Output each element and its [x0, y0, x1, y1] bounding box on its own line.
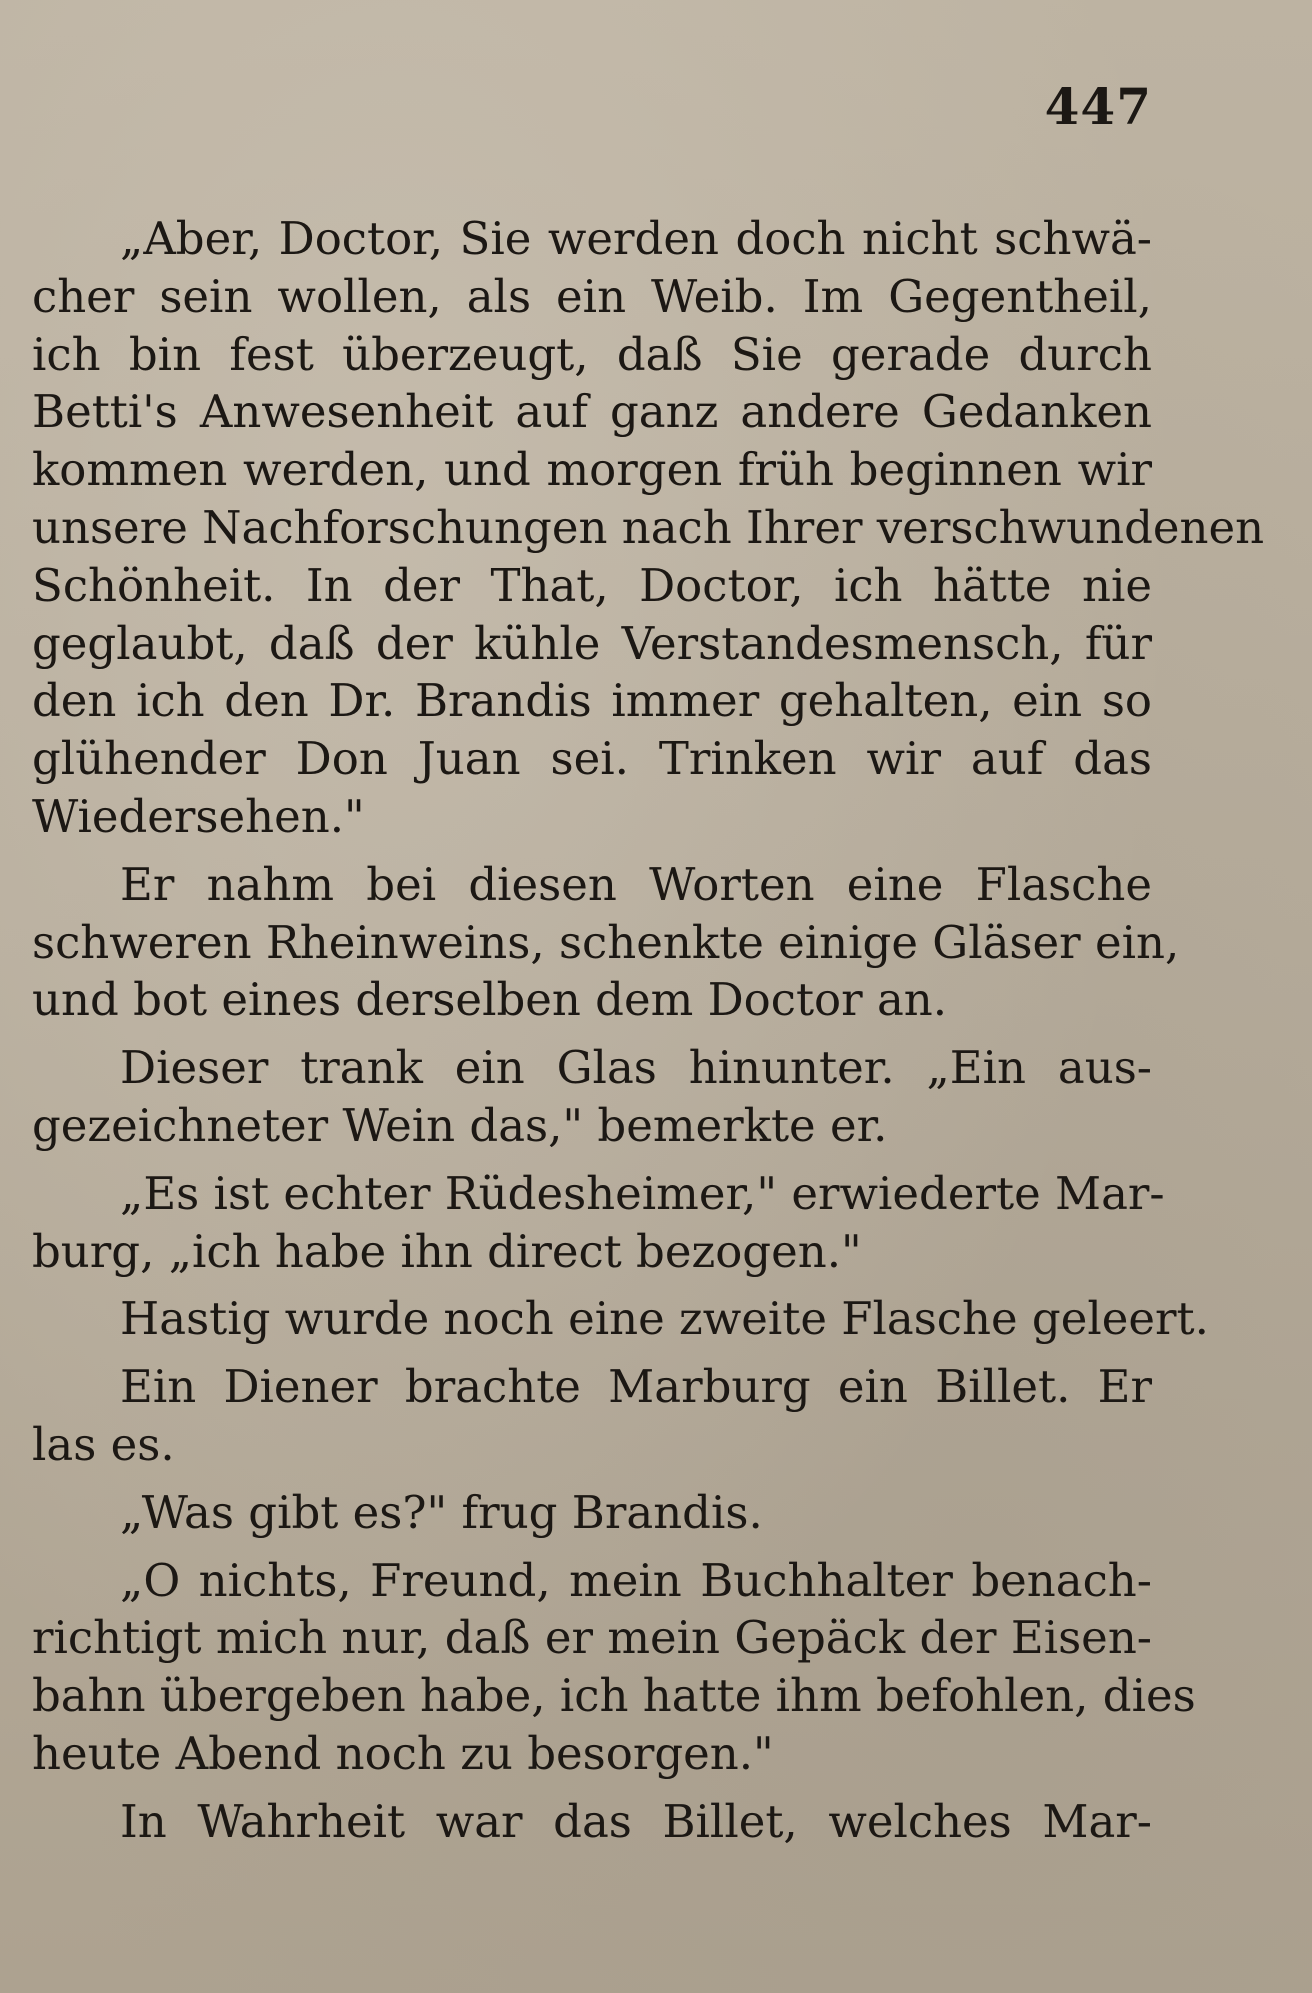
paragraph-8 [32, 1552, 1196, 1783]
text-line: Dieser trank ein Glas hinunter. „Ein aus- [120, 1041, 1152, 1095]
paragraph-2 [32, 856, 1180, 1029]
text-line: geglaubt, daß der kühle Verstandesmensch, für [32, 616, 1152, 670]
text-line: Betti's Anwesenheit auf ganz andere Gedanken [32, 385, 1152, 439]
text-line: bahn übergeben habe, ich hatte ihm befohlen, dies [32, 1669, 1196, 1723]
text-line: „Aber, Doctor, Sie werden doch nicht schwä- [120, 212, 1152, 265]
text-line: richtigt mich nur, daß er mein Gepäck der Eisen- [32, 1611, 1152, 1665]
text-line: Er nahm bei diesen Worten eine Flasche [120, 857, 1152, 911]
text-line: In Wahrheit war das Billet, welches Mar- [120, 1794, 1152, 1848]
text-line: cher sein wollen, als ein Weib. Im Gegentheil, [32, 269, 1152, 323]
text-line: den ich den Dr. Brandis immer gehalten, ein so [32, 674, 1152, 728]
text-line: heute Abend noch zu besorgen." [32, 1726, 774, 1780]
text-line: und bot eines derselben dem Doctor an. [32, 973, 948, 1027]
text-line: Ein Diener brachte Marburg ein Billet. Er [120, 1360, 1152, 1414]
text-line: unsere Nachforschungen nach Ihrer verschwundenen [32, 500, 1265, 554]
text-line: Hastig wurde noch eine zweite Flasche geleert. [120, 1292, 1209, 1346]
text-line: „O nichts, Freund, mein Buchhalter benach- [120, 1553, 1152, 1607]
paragraph-6 [32, 1358, 1152, 1474]
page-number: 447 [1044, 77, 1152, 136]
paragraph-4 [32, 1165, 1165, 1281]
body-text [32, 210, 1265, 1851]
text-line: kommen werden, und morgen früh beginnen wir [32, 443, 1152, 497]
paragraph-9 [32, 1793, 1152, 1851]
paragraph-7 [32, 1484, 1152, 1542]
text-line: glühender Don Juan sei. Trinken wir auf das [32, 732, 1152, 786]
paragraph-1 [32, 210, 1265, 846]
text-line: „Es ist echter Rüdesheimer," erwiederte Mar- [120, 1166, 1165, 1220]
text-line: gezeichneter Wein das," bemerkte er. [32, 1098, 888, 1152]
text-line: Schönheit. In der That, Doctor, ich hätte nie [32, 558, 1152, 612]
paragraph-5 [32, 1290, 1209, 1348]
text-line: las es. [32, 1417, 175, 1471]
text-line: ich bin fest überzeugt, daß Sie gerade durch [32, 327, 1152, 381]
text-line: burg, „ich habe ihn direct bezogen." [32, 1224, 862, 1278]
paragraph-3 [32, 1039, 1152, 1155]
text-line: schweren Rheinweins, schenkte einige Gläser ein, [32, 915, 1180, 969]
text-line: „Was gibt es?" frug Brandis. [120, 1485, 763, 1539]
text-line: Wiedersehen." [32, 789, 365, 843]
